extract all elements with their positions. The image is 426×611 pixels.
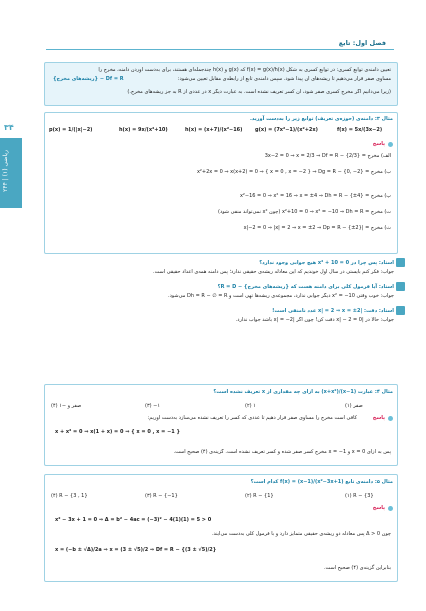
example-3-item: p(x) = 1/(|x|−2) bbox=[49, 127, 93, 133]
example-3-item: h(x) = 9x/(x²+10) bbox=[119, 127, 168, 133]
option: (۱) صفر bbox=[345, 403, 363, 409]
example-3-item: h(x) = (x+7)/(x²−16) bbox=[185, 127, 243, 133]
solution-equation: x² − 3x + 1 = 0 ⇒ Δ = b² − 4ac = (−3)² − 4(1)(1) = 5 > 0 bbox=[55, 517, 212, 523]
solution-equation: x = (−b ± √Δ)/2a ⇒ x = (3 ± √5)/2 ⇒ Df = R − {(3 ± √5)/2} bbox=[55, 547, 217, 553]
solution-line: چون Δ > 0 پس معادله دو ریشه‌ی حقیقی متمایز دارد و با فرمول کلی به‌دست می‌آیند. bbox=[211, 531, 391, 537]
qa-answer: جواب: خوب وقتی x² = −10 دیگر جوابی ندارد، مجموعه‌ی ریشه‌ها تهی است و Dh = R − ∅ = R می‌شود. bbox=[167, 293, 394, 299]
example-5-title: مثال ۵: دامنه‌ی تابع f(x) = (x−1)/(x²−3x+1) کدام است؟ bbox=[250, 479, 393, 485]
answer-label: پاسخ bbox=[372, 505, 385, 511]
answer-icon bbox=[388, 506, 393, 511]
chapter-header bbox=[46, 40, 394, 50]
chapter-title: فصل اول: تابع bbox=[338, 39, 386, 47]
qa-answer: جواب: فکر کنم بایستی در سال اول خوندیم که این معادله ریشه‌ی حقیقی ندارد؛ پس دامنه همه‌ی اعداد حقیقی است. bbox=[153, 269, 394, 275]
qa-question: استاد: آیا فرمول کلی برای دامنه هست که {ریشه‌های مخرج} − R = D؟ bbox=[217, 284, 394, 290]
option: (۲) R − {1} bbox=[245, 493, 274, 499]
answer-label: پاسخ bbox=[372, 415, 385, 421]
option: (۳) −۱ bbox=[145, 403, 161, 409]
option: (۲) ۱ bbox=[245, 403, 256, 409]
example-3-box bbox=[44, 112, 398, 254]
solution-line: کافی است مخرج را مساوی صفر قرار دهیم تا عددی که کسر را تعریف نشده می‌سازد به‌دست آوریم: bbox=[147, 415, 357, 421]
qa-question: استاد: دقت: |x| = 2 ⇒ x = ±2 عدد نامنفی است! bbox=[272, 308, 394, 314]
qa-question: استاد: پس چرا در x² + 10 = 0 هیچ جوابی وجود ندارد؟ bbox=[259, 260, 394, 266]
solution-line: الف) مخرج = 3x−2 = 0 ⇒ x = 2/3 ⇒ Df = R − {2/3} bbox=[264, 153, 391, 159]
page-number: ۳۴ bbox=[4, 123, 14, 132]
answer-icon bbox=[388, 416, 393, 421]
solution-equation: x + x² = 0 ⇒ x(1 + x) = 0 ⇒ { x = 0 , x = −1 } bbox=[55, 429, 181, 435]
option: (۱) R − {3} bbox=[345, 493, 374, 499]
definition-line: مساوی صفر قرار می‌دهیم تا ریشه‌های آن پیدا شود. سپس دامنه‌ی تابع از رابطه‌ی مقابل تعیین می‌شود: bbox=[177, 76, 391, 82]
solution-line: پ) مخرج = x²−16 = 0 ⇒ x² = 16 ⇒ x = ±4 ⇒ Dh = R − {±4} bbox=[239, 193, 391, 199]
example-4-box bbox=[44, 384, 398, 466]
example-3-title: مثال ۳: دامنه‌ی (حوزه‌ی تعریف) توابع زیر را به‌دست آورید. bbox=[249, 116, 393, 122]
solution-line: بنابراین گزینه‌ی (۴) صحیح است. bbox=[323, 565, 391, 571]
definition-line: (زیرا می‌دانیم اگر مخرج کسری صفر شود، آن کسر تعریف نشده است. به عبارت دیگر x در عددی از R به جز ریشه‌های مخرج.) bbox=[127, 89, 391, 95]
definition-line: تعیین دامنه‌ی توابع کسری: در توابع کسری به شکل f(x) = g(x)/h(x) که g(x) و h(x) چندجمله‌ای هستند، برای به‌دست آوردن دامنه، مخرج را bbox=[98, 67, 391, 73]
example-3-item: g(x) = (7x²−1)/(x²+2x) bbox=[255, 127, 318, 133]
solution-line: ث) مخرج = |x|−2 = 0 ⇒ |x| = 2 ⇒ x = ±2 ⇒ Dp = R − {±2} bbox=[243, 225, 391, 231]
example-3-item: f(x) = 5x/(3x−2) bbox=[337, 127, 383, 133]
example-5-box bbox=[44, 474, 398, 582]
sidebar-label: ریاضی (۱) | ۲۴۴ bbox=[2, 150, 9, 192]
solution-line: ب) مخرج = x²+2x = 0 ⇒ x(x+2) = 0 ⇒ { x = 0 , x = −2 } ⇒ Dg = R − {0, −2} bbox=[196, 169, 391, 175]
answer-label: پاسخ bbox=[372, 141, 385, 147]
teacher-icon bbox=[396, 258, 405, 267]
example-4-title: مثال ۴: عبارت (1−x)/(x+x²) به ازای چه مقداری از x تعریف نشده است؟ bbox=[213, 389, 393, 395]
answer-icon bbox=[388, 142, 393, 147]
domain-formula: Df = R − {ریشه‌های مخرج} bbox=[53, 76, 124, 82]
teacher-icon bbox=[396, 282, 405, 291]
option: (۳) R − {−1} bbox=[145, 493, 178, 499]
teacher-icon bbox=[396, 306, 405, 315]
option: (۴) صفر و −۱ bbox=[51, 403, 82, 409]
solution-line: پس به ازای x = 0 و x = −1 مخرج کسر صفر شده و کسر تعریف نشده است. گزینه‌ی (۴) صحیح است. bbox=[173, 449, 391, 455]
qa-answer: جواب: حالا در |x| − 2 = 0 دقت کن! چون اگر |x| = −2 باشد جواب ندارد. bbox=[235, 317, 394, 323]
definition-box bbox=[44, 62, 398, 106]
solution-line: ت) مخرج = x²+10 = 0 ⇒ x² = −10 ⇒ Dh = R (چون x² نمی‌تواند منفی شود) bbox=[218, 209, 391, 215]
option: (۴) R − {3 , 1} bbox=[51, 493, 88, 499]
